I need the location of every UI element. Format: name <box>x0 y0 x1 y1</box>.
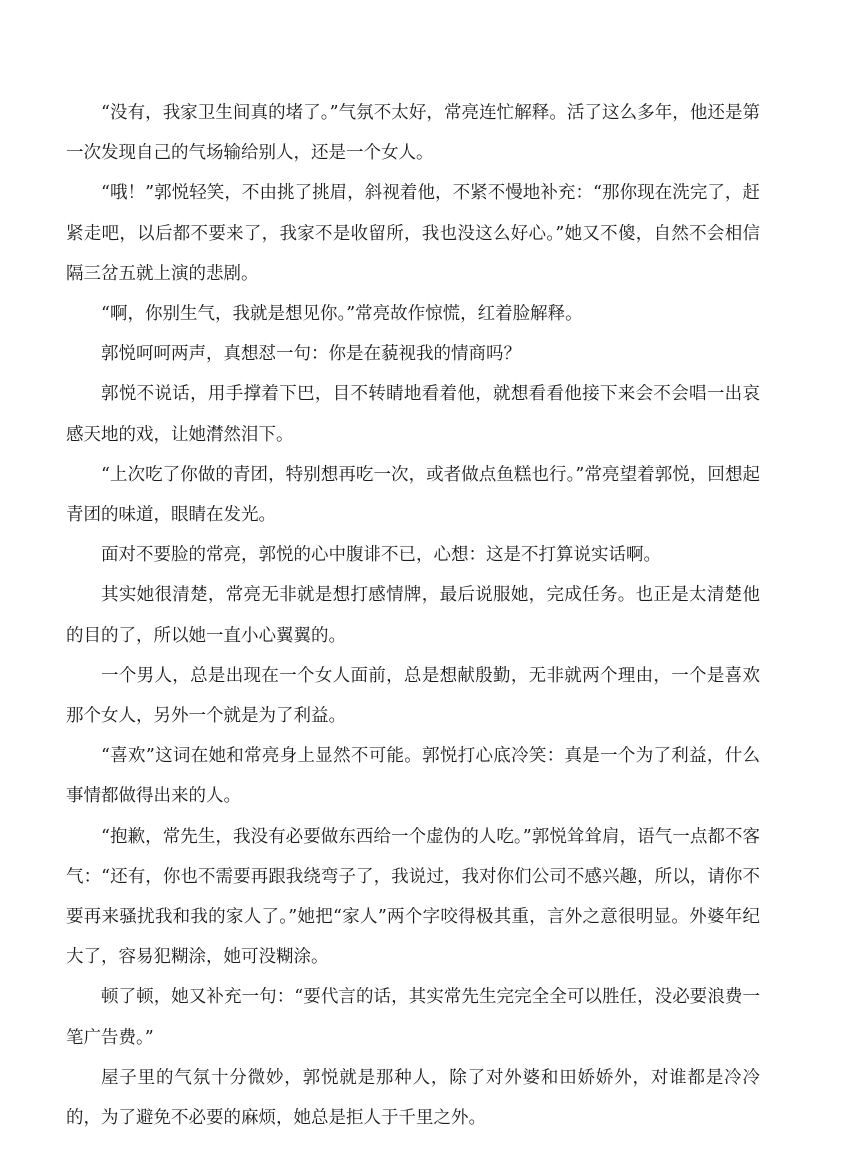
paragraph: 郭悦不说话，用手撑着下巴，目不转睛地看着他，就想看看他接下来会不会唱一出哀感天地的戏，让她潸然泪下。 <box>66 384 760 445</box>
paragraph: 郭悦呵呵两声，真想怼一句：你是在藐视我的情商吗？ <box>101 344 521 365</box>
body-text <box>66 93 760 1138</box>
paragraph: “抱歉，常先生，我没有必要做东西给一个虚伪的人吃。”郭悦耸耸肩，语气一点都不客气：“还有，你也不需要再跟我绕弯子了，我说过，我对你们公司不感兴趣，所以，请你不要再来骚扰我和我的家人了。”她把“家人”两个字咬得极其重，言外之意很明显。外婆年纪大了，容易犯糊涂，她可没糊涂。 <box>66 826 760 968</box>
paragraph: 其实她很清楚，常亮无非就是想打感情牌，最后说服她，完成任务。也正是太清楚他的目的了，所以她一直小心翼翼的。 <box>66 585 760 646</box>
paragraph: “哦！”郭悦轻笑，不由挑了挑眉，斜视着他，不紧不慢地补充：“那你现在洗完了，赶紧走吧，以后都不要来了，我家不是收留所，我也没这么好心。”她又不傻，自然不会相信隔三岔五就上演的悲剧。 <box>66 183 760 284</box>
paragraph: “上次吃了你做的青团，特别想再吃一次，或者做点鱼糕也行。”常亮望着郭悦，回想起青团的味道，眼睛在发光。 <box>66 464 760 526</box>
paragraph: “喜欢”这词在她和常亮身上显然不可能。郭悦打心底冷笑：真是一个为了利益，什么事情都做得出来的人。 <box>66 746 760 807</box>
paragraph: 面对不要脸的常亮，郭悦的心中腹诽不已，心想：这是不打算说实话啊。 <box>101 545 661 566</box>
paragraph: “没有，我家卫生间真的堵了。”气氛不太好，常亮连忙解释。活了这么多年，他还是第一次发现自己的气场输给别人，还是一个女人。 <box>66 103 760 164</box>
paragraph: 顿了顿，她又补充一句：“要代言的话，其实常先生完完全全可以胜任，没必要浪费一笔广告费。” <box>66 987 760 1048</box>
paragraph: 屋子里的气氛十分微妙，郭悦就是那种人，除了对外婆和田娇娇外，对谁都是冷冷的，为了避免不必要的麻烦，她总是拒人于千里之外。 <box>66 1067 760 1129</box>
paragraph: 一个男人，总是出现在一个女人面前，总是想献殷勤，无非就两个理由，一个是喜欢那个女人，另外一个就是为了利益。 <box>66 665 760 727</box>
paragraph: “啊，你别生气，我就是想见你。”常亮故作惊慌，红着脸解释。 <box>101 304 583 325</box>
